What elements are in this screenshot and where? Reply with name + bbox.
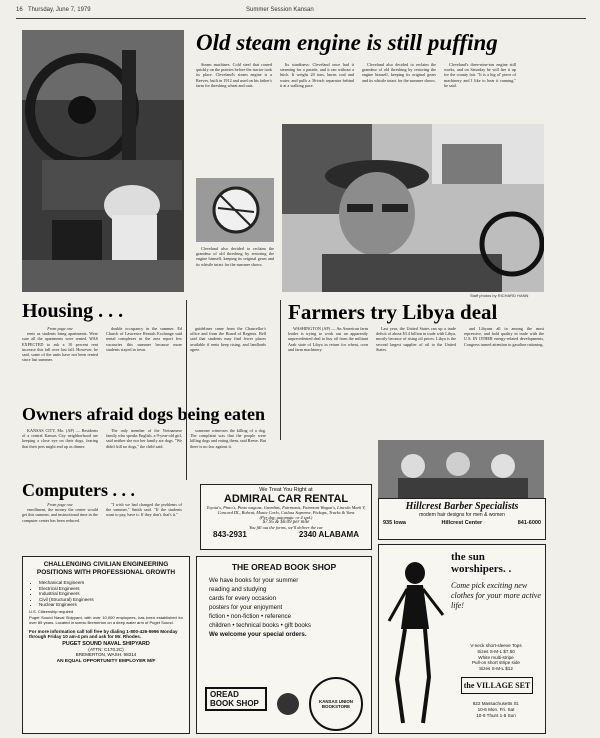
housing-col-3: guidelines came from the Chancellor's office and from the Board of Regents. Bell said that students may find fewer places available if rents keep rising, and landlords agree. <box>190 326 266 352</box>
admiral-address: 2340 ALABAMA <box>298 530 359 539</box>
engine-detail-photo <box>196 178 274 242</box>
oread-line: We welcome your special orders. <box>209 631 307 638</box>
shipyard-field: • Civil (Structural) Engineers <box>39 597 189 603</box>
libya-col-1: WASHINGTON (AP) — An American farm leader is trying to work out an apparently unprecedented deal to buy oil from the militant Arab state of Libya in return for wheat, corn and farm machinery. <box>288 326 368 352</box>
swimsuit-figure-icon <box>383 559 449 727</box>
steam-col-1: Steam machines. Cold steel that roared quickly on the prairies before the tractor took its place. Cleveland's steam engine is a Reeves, built in 1912 and used on his father's farm for threshing wheat and oats. <box>196 62 272 88</box>
hillcrest-tagline: modern hair designs for men & women <box>419 512 505 518</box>
admiral-rate: $7.95 & $0.09 per mile <box>262 520 310 525</box>
computers-continued: From page one <box>47 502 73 507</box>
village-headline: the sun worshipers. . <box>451 551 512 575</box>
shipyard-ad <box>22 556 190 734</box>
dogs-col-3: someone witnesses the killing of a dog. The complaint was that the people were killing dogs and eating them, said Reese. But there is no law against it. <box>190 428 266 449</box>
steam-headline: Old steam engine is still puffing <box>196 30 498 55</box>
oread-line: We have books for your summer <box>209 577 299 584</box>
shipyard-field: • Nuclear Engineers <box>39 602 189 608</box>
hillcrest-address: 935 Iowa <box>383 520 406 526</box>
admiral-note: You fill out the forms, we'll deliver the car <box>249 525 323 530</box>
photo-caption: Staff photos by RICHARD HANN <box>470 293 529 298</box>
shipyard-attn: (ATTN: C170.2C) <box>88 647 124 653</box>
admiral-phone: 843-2931 <box>213 530 247 539</box>
village-ad <box>378 544 546 734</box>
village-item: Pull-on short stripe side <box>471 660 520 666</box>
hillcrest-phone: 841-6000 <box>517 520 541 526</box>
admiral-tagline: We Treat You Right at <box>259 487 313 493</box>
dogs-col-2: The only member of the Vietnamese family who speaks English, a 9-year-old girl, said neither she nor her family ate dogs. "We didn't kill no dogs," the child said. <box>106 428 182 449</box>
admiral-title: ADMIRAL CAR RENTAL <box>223 493 349 505</box>
dogs-headline: Owners afraid dogs being eaten <box>22 404 265 424</box>
hillcrest-center: Hillcrest Center <box>441 520 483 526</box>
computers-headline: Computers . . . <box>22 480 135 500</box>
hillcrest-photo <box>378 440 544 498</box>
engine-photo-left <box>22 30 184 292</box>
shipyard-field: • Mechanical Engineers <box>39 580 189 586</box>
oread-ad <box>196 556 372 734</box>
oread-line: cards for every occasion <box>209 595 277 602</box>
oread-title: THE OREAD BOOK SHOP <box>231 562 337 572</box>
village-info <box>451 701 541 719</box>
village-item: V-neck short-sleeve Tops <box>470 643 522 648</box>
housing-continued: From page one <box>47 326 73 331</box>
housing-col-2: double occupancy in the summer. Ed Church of Lawrence Rentals Exchange said rental complexes in the area report few vacancies this summer because more students stayed in town. <box>106 326 182 352</box>
oread-emblem-icon <box>277 693 299 715</box>
shipyard-name: PUGET SOUND NAVAL SHIPYARD <box>62 641 150 648</box>
shipyard-city: BREMERTON, WASH. 98314 <box>75 652 137 658</box>
village-hours-2: 10-9 Thurs 1-5 Sun <box>476 713 516 718</box>
dogs-col-1: KANSAS CITY, Mo. (AP) — Residents of a central Kansas City neighborhood are keeping a close eye on their dogs, fearing that their pets might end up as dinner. <box>22 428 98 449</box>
village-script: Come pick exciting new clothes for your more active life! <box>451 581 541 610</box>
shipyard-citizenship: U.S. Citizenship required <box>29 608 74 614</box>
steam-col-2: Its sturdiness: Cleveland once had it steaming for a parade, and it ran without a hitch. It weighs 20 tons, burns coal and water, and pulls a 36-inch separator behind it at a walking pace. <box>280 62 354 88</box>
village-item: Sizes S-M-L $7.50 <box>477 648 515 654</box>
computers-col-1: From page one enrollment, the money the center would get this summer, and instructional time in the computer center has been reduced. <box>22 502 98 523</box>
column-rule <box>280 300 281 440</box>
section-name: Summer Session Kansan <box>246 7 314 13</box>
shipyard-title: CHALLENGING CIVILIAN ENGINEERING POSITIONS WITH PROFESSIONAL GROWTH <box>36 561 176 576</box>
steam-col-4: Cleveland's three-nine-ton engine still works, and on Saturday he will fire it up for the county fair. "It is a big ol' piece of machinery and I like to hear it running," he said. <box>444 62 516 88</box>
admiral-models: Toyota's, Pinto's, Pinto wagons, Gremlins, Fairmonts, Fairmont Wagon's, Lincoln Mark V, Concord DL, Bobcat, Monte Carlo, Cutlass Supreme, Pickups, Trucks & Vans <box>206 505 366 515</box>
oread-line: children • technical books • gift books <box>209 622 312 629</box>
village-hours-1: 10-6 Mon. Fri. Sat <box>477 707 515 712</box>
hillcrest-ad <box>378 498 546 540</box>
shipyard-field: • Electrical Engineers <box>39 586 189 592</box>
libya-col-2: Last year, the United States ran up a trade deficit of about $3.4 billion in trade with Libya, mostly because of rising oil prices. Libya is the second largest supplier of oil to the United States. <box>376 326 456 352</box>
column-rule <box>186 300 187 480</box>
housing-headline: Housing . . . <box>22 300 124 322</box>
oread-list <box>197 572 371 639</box>
steam-col-5: Cleveland also decided to reclaim the grandeur of old threshing by restoring the engine himself, keeping its original gears and its whistle intact for the summer shows. <box>196 246 274 267</box>
libya-headline: Farmers try Libya deal <box>288 300 498 324</box>
oread-line: reading and studying <box>209 586 267 593</box>
shipyard-fields <box>33 580 189 608</box>
shipyard-eoe: AN EQUAL OPPORTUNITY EMPLOYER M/F <box>56 659 156 665</box>
page-number: 16 <box>16 7 23 13</box>
village-store: the VILLAGE SET <box>461 677 533 694</box>
admiral-ad <box>200 484 372 550</box>
village-item: Sizes S-M-L $12 <box>479 666 513 672</box>
shipyard-contact: For more information call toll free by dialing 1-800-426-5996 Monday through Friday 10 am-4 pm and ask for Mr. Rhodes. <box>29 628 178 639</box>
page-header <box>16 6 586 19</box>
oread-seal: KANSAS UNION BOOKSTORE <box>309 677 363 731</box>
admiral-daily: (Per day, automatic or 4 spd.) <box>259 515 313 520</box>
engine-photo-right <box>282 124 544 292</box>
shipyard-body: Puget Sound Naval Shipyard, with over 10,000 employees, has been established for over 85 years. Located in scenic Bremerton on a deep water arm of Puget Sound. <box>29 614 183 625</box>
village-items <box>451 643 541 672</box>
computers-col-2: "I wish we had changed the problems of the summer," Smith said. "If the students want to pay, have it. If they don't, that's it." <box>106 502 182 518</box>
libya-col-3: and Libyans all in among the most repressive, and hold quality in trade with the U.S. IN OTHER energy-related developments, Congress turned attention to gasoline rationing. <box>464 326 544 347</box>
village-item: White multi-stripe <box>478 654 514 660</box>
hillcrest-name: Hillcrest Barber Specialists <box>405 501 519 512</box>
steam-col-3: Cleveland also decided to reclaim the grandeur of old threshing by restoring the engine himself, keeping its original gears and its whistle intact for the summer shows. <box>362 62 436 83</box>
page-date: Thursday, June 7, 1979 <box>28 7 91 13</box>
housing-col-1: From page one rents as students bring apartments. Were sure all the apartments were rented. WAS EXPECTED to ask a 10 percent rent increase this fall over last fall. However, he said, some of the units have not been rented since last summer. <box>22 326 98 363</box>
shipyard-field: • Industrial Engineers <box>39 591 189 597</box>
oread-logo: OREAD BOOK SHOP <box>205 687 267 711</box>
oread-line: fiction • non-fiction • reference <box>209 613 292 620</box>
village-address: 922 Massachusetts St. <box>472 701 520 706</box>
oread-line: posters for your enjoyment <box>209 604 283 611</box>
